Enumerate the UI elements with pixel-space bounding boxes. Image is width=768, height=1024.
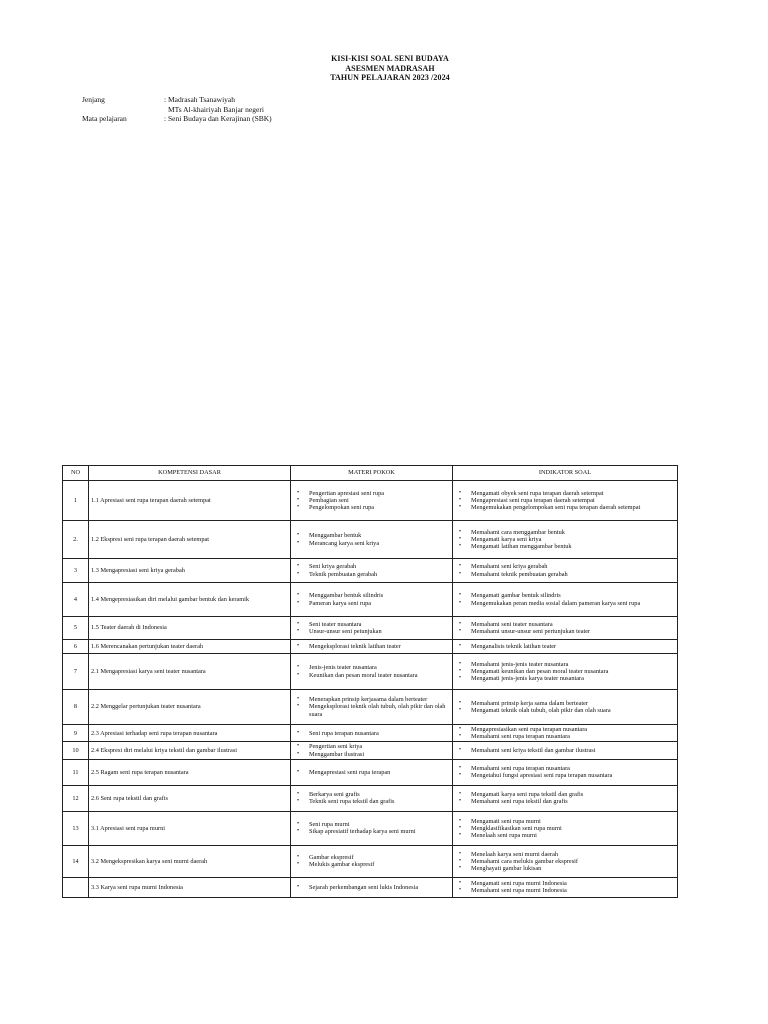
kompetensi-dasar-cell: 1.3 Mengapresiasi seni kriya gerabah xyxy=(89,559,291,583)
list-item: • Mengetahui fungsi apresiasi seni rupa terapan nusantara xyxy=(455,772,675,779)
row-number: 10 xyxy=(63,742,89,759)
row-number: 11 xyxy=(63,759,89,785)
materi-pokok-cell xyxy=(291,877,453,897)
indikator-soal-cell xyxy=(453,811,678,845)
list-item: • Seni rupa murni xyxy=(293,821,450,828)
list-item: • Sejarah perkembangan seni lukis Indonesia xyxy=(293,884,450,891)
list-item: • Mengamati jenis-jenis karya teater nusantara xyxy=(455,675,675,682)
list-item: • Memahami cara melukis gambar ekspresif xyxy=(455,858,675,865)
kompetensi-dasar-cell: 2.2 Menggelar pertunjukan teater nusantara xyxy=(89,690,291,725)
table-row xyxy=(63,785,678,811)
title-line-1: KISI-KISI SOAL SENI BUDAYA xyxy=(331,54,449,63)
kompetensi-dasar-cell: 1.5 Teater daerah di Indonesia xyxy=(89,617,291,640)
list-item: • Melukis gambar ekspresif xyxy=(293,861,450,868)
indikator-list xyxy=(455,818,675,840)
list-item: • Jenis-jenis teater nusantara xyxy=(293,664,450,671)
kompetensi-dasar-cell: 1.4 Mengepresiasikan diri melalui gambar bentuk dan keramik xyxy=(89,583,291,617)
materi-list xyxy=(293,592,450,606)
list-item: • Sikap apresiatif terhadap karya seni murni xyxy=(293,828,450,835)
list-item: • Menelaah seni rupa murni xyxy=(455,832,675,839)
list-item: • Memahami seni teater nusantara xyxy=(455,621,675,628)
list-item: • Mengamati karya seni rupa tekstil dan grafis xyxy=(455,791,675,798)
row-number: 13 xyxy=(63,811,89,845)
materi-list xyxy=(293,563,450,577)
indikator-list xyxy=(455,726,675,740)
kompetensi-dasar-cell: 3.3 Karya seni rupa murni Indonesia xyxy=(89,877,291,897)
list-item: • Pembagian seni xyxy=(293,497,450,504)
list-item: • Mengamati seni rupa murni xyxy=(455,818,675,825)
indikator-soal-cell xyxy=(453,759,678,785)
list-item: • Mengeksplorasi teknik olah tubuh, olah pikir dan olah suara xyxy=(293,703,450,717)
list-item: • Memahami seni rupa tekstil dan grafis xyxy=(455,798,675,805)
list-item: • Pengertian seni kriya xyxy=(293,743,450,750)
list-item: • Berkarya seni grafis xyxy=(293,791,450,798)
kompetensi-dasar-cell: 2.3 Apresiasi terhadap seni rupa terapan nusantara xyxy=(89,725,291,742)
materi-pokok-cell xyxy=(291,521,453,559)
indikator-list xyxy=(455,851,675,873)
table-row xyxy=(63,617,678,640)
indikator-soal-cell xyxy=(453,742,678,759)
list-item: • Mengklasifikasikan seni rupa murni xyxy=(455,825,675,832)
meta-mapel xyxy=(82,114,272,124)
list-item: • Memahami cara menggambar bentuk xyxy=(455,529,675,536)
jenjang-label: Jenjang xyxy=(82,95,105,104)
materi-pokok-cell xyxy=(291,583,453,617)
table-body xyxy=(63,481,678,898)
list-item: • Mengamati karya seni kriya xyxy=(455,536,675,543)
mapel-label: Mata pelajaran xyxy=(82,114,127,123)
list-item: • Memahami seni kriya tekstil dan gambar ilustrasi xyxy=(455,747,675,754)
indikator-soal-cell xyxy=(453,640,678,654)
table-row xyxy=(63,811,678,845)
list-item: • Seni kriya gerabah xyxy=(293,563,450,570)
list-item: • Mengamati seni rupa murni Indonesia xyxy=(455,880,675,887)
indikator-list xyxy=(455,700,675,714)
materi-pokok-cell xyxy=(291,640,453,654)
list-item: • Unsur-unsur seni petunjukan xyxy=(293,628,450,635)
materi-list xyxy=(293,884,450,891)
table-row xyxy=(63,690,678,725)
row-number: 3 xyxy=(63,559,89,583)
list-item: • Menelaah karya seni murni daerah xyxy=(455,851,675,858)
materi-list xyxy=(293,769,450,776)
indikator-list xyxy=(455,529,675,551)
materi-pokok-cell xyxy=(291,742,453,759)
kompetensi-dasar-cell: 3.1 Apresiasi seni rupa murni xyxy=(89,811,291,845)
materi-pokok-cell xyxy=(291,785,453,811)
list-item: • Teknik pembuatan gerabah xyxy=(293,571,450,578)
list-item: • Keunikan dan pesan moral teater nusantara xyxy=(293,672,450,679)
kompetensi-dasar-cell: 1.6 Merencanakan pertunjukan teater daerah xyxy=(89,640,291,654)
document-title xyxy=(0,54,768,83)
indikator-soal-cell xyxy=(453,521,678,559)
list-item: • Seni rupa terapan nusantara xyxy=(293,730,450,737)
school-value: MTs Al-khairiyah Banjar negeri xyxy=(168,104,264,114)
table-row xyxy=(63,654,678,690)
jenjang-value: : Madrasah Tsanawiyah xyxy=(164,95,235,104)
table-row xyxy=(63,559,678,583)
materi-pokok-cell xyxy=(291,654,453,690)
table-row xyxy=(63,845,678,877)
list-item: • Memahami seni rupa murni Indonesia xyxy=(455,887,675,894)
materi-pokok-cell xyxy=(291,811,453,845)
list-item: • Memahami prinsip kerja sama dalam berteater xyxy=(455,700,675,707)
table-row xyxy=(63,742,678,759)
kompetensi-dasar-cell: 2.5 Ragam seni rupa terapan nusantara xyxy=(89,759,291,785)
row-number: 7 xyxy=(63,654,89,690)
list-item: • Pengelompokan seni rupa xyxy=(293,504,450,511)
indikator-soal-cell xyxy=(453,877,678,897)
list-item: • Seni teater nusantara xyxy=(293,621,450,628)
materi-list xyxy=(293,621,450,635)
materi-list xyxy=(293,791,450,805)
indikator-list xyxy=(455,880,675,894)
indikator-list xyxy=(455,661,675,683)
materi-pokok-cell xyxy=(291,845,453,877)
page-bottom-margin xyxy=(0,932,768,1024)
indikator-soal-cell xyxy=(453,617,678,640)
indikator-soal-cell xyxy=(453,690,678,725)
list-item: • Mengamati teknik olah tubuh, olah pikir dan olah suara xyxy=(455,707,675,714)
row-number: 1 xyxy=(63,481,89,521)
list-item: • Memahami teknik pembuatan gerabah xyxy=(455,571,675,578)
kompetensi-dasar-cell: 1.1 Apresiasi seni rupa terapan daerah setempat xyxy=(89,481,291,521)
list-item: • Menggambar bentuk silindris xyxy=(293,592,450,599)
materi-list xyxy=(293,532,450,546)
list-item: • Mengeksplorasi teknik latihan teater xyxy=(293,643,450,650)
indikator-list xyxy=(455,643,675,650)
list-item: • Mengapresiasikan seni rupa terapan nusantara xyxy=(455,726,675,733)
list-item: • Memahami unsur-unsur seni pertunjukan teater xyxy=(455,628,675,635)
list-item: • Mengamati latihan menggambar bentuk xyxy=(455,543,675,550)
list-item: • Mengemukakan peran media sosial dalam pameran karya seni rupa xyxy=(455,600,675,607)
mapel-value: : Seni Budaya dan Kerajinan (SBK) xyxy=(164,114,272,123)
materi-pokok-cell xyxy=(291,690,453,725)
materi-pokok-cell xyxy=(291,725,453,742)
list-item: • Teknik seni rupa tekstil dan grafis xyxy=(293,798,450,805)
kompetensi-dasar-cell: 2.4 Ekspresi diri melalui kriya tekstil dan gambar ilustrasi xyxy=(89,742,291,759)
list-item: • Mengamati keunikan dan pesan moral teater nusantara xyxy=(455,668,675,675)
table-row xyxy=(63,640,678,654)
materi-pokok-cell xyxy=(291,759,453,785)
row-number: 9 xyxy=(63,725,89,742)
row-number: 2. xyxy=(63,521,89,559)
materi-pokok-cell xyxy=(291,481,453,521)
kompetensi-dasar-cell: 2.6 Seni rupa tekstil dan grafis xyxy=(89,785,291,811)
list-item: • Mengamati obyek seni rupa terapan daerah setempat xyxy=(455,490,675,497)
document-meta xyxy=(82,95,272,124)
table-row xyxy=(63,481,678,521)
header-kompetensi-dasar: KOMPETENSI DASAR xyxy=(89,466,291,481)
list-item: • Memahami seni kriya gerabah xyxy=(455,563,675,570)
materi-list xyxy=(293,490,450,512)
indikator-list xyxy=(455,747,675,754)
table-row xyxy=(63,759,678,785)
list-item: • Menghayati gambar lukisan xyxy=(455,865,675,872)
header-indikator-soal: INDIKATOR SOAL xyxy=(453,466,678,481)
materi-list xyxy=(293,730,450,737)
materi-list xyxy=(293,743,450,757)
indikator-list xyxy=(455,592,675,606)
kompetensi-dasar-cell: 1.2 Ekspresi seni rupa terapan daerah setempat xyxy=(89,521,291,559)
list-item: • Menggambar bentuk xyxy=(293,532,450,539)
indikator-list xyxy=(455,791,675,805)
row-number: 12 xyxy=(63,785,89,811)
table-row xyxy=(63,725,678,742)
table-row xyxy=(63,583,678,617)
list-item: • Menggambar ilustrasi xyxy=(293,751,450,758)
list-item: • Merancang karya seni kriya xyxy=(293,540,450,547)
materi-list xyxy=(293,854,450,868)
row-number: 8 xyxy=(63,690,89,725)
list-item: • Mengemukakan pengelompokan seni rupa terapan daerah setempat xyxy=(455,504,675,511)
indikator-soal-cell xyxy=(453,845,678,877)
list-item: • Menerapkan prinsip kerjasama dalam berteater xyxy=(293,696,450,703)
indikator-soal-cell xyxy=(453,481,678,521)
materi-list xyxy=(293,643,450,650)
row-number: 14 xyxy=(63,845,89,877)
list-item: • Mengapresiasi seni rupa terapan daerah setempat xyxy=(455,497,675,504)
indikator-list xyxy=(455,765,675,779)
indikator-soal-cell xyxy=(453,583,678,617)
materi-list xyxy=(293,664,450,678)
list-item: • Gambar ekspresif xyxy=(293,854,450,861)
table-row xyxy=(63,877,678,897)
row-number xyxy=(63,877,89,897)
kompetensi-dasar-cell: 2.1 Mengapresiasi karya seni teater nusantara xyxy=(89,654,291,690)
list-item: • Pengertian apresiasi seni rupa xyxy=(293,490,450,497)
meta-jenjang xyxy=(82,95,272,105)
indikator-soal-cell xyxy=(453,559,678,583)
kompetensi-dasar-cell: 3.2 Mengekspresikan karya seni murni daerah xyxy=(89,845,291,877)
indikator-list xyxy=(455,563,675,577)
list-item: • Menganalisis teknik latihan teater xyxy=(455,643,675,650)
materi-list xyxy=(293,696,450,718)
title-line-2: ASESMEN MADRASAH xyxy=(345,63,435,73)
header-no: NO xyxy=(63,466,89,481)
kisi-kisi-table xyxy=(62,465,678,898)
title-line-3: TAHUN PELAJARAN 2023 /2024 xyxy=(330,73,450,82)
materi-list xyxy=(293,821,450,835)
table-row xyxy=(63,521,678,559)
indikator-soal-cell xyxy=(453,785,678,811)
header-materi-pokok: MATERI POKOK xyxy=(291,466,453,481)
list-item: • Mengapresiasi seni rupa terapan xyxy=(293,769,450,776)
materi-pokok-cell xyxy=(291,559,453,583)
list-item: • Mengamati gambar bentuk silindris xyxy=(455,592,675,599)
list-item: • Pameran karya seni rupa xyxy=(293,600,450,607)
row-number: 4 xyxy=(63,583,89,617)
meta-school xyxy=(82,105,272,115)
row-number: 5 xyxy=(63,617,89,640)
list-item: • Memahami seni rupa terapan nusantara xyxy=(455,733,675,740)
indikator-soal-cell xyxy=(453,725,678,742)
list-item: • Memahami jenis-jenis teater nusantara xyxy=(455,661,675,668)
table-header-row xyxy=(63,466,678,481)
row-number: 6 xyxy=(63,640,89,654)
list-item: • Memahami seni rupa terapan nusantara xyxy=(455,765,675,772)
indikator-list xyxy=(455,490,675,512)
indikator-list xyxy=(455,621,675,635)
materi-pokok-cell xyxy=(291,617,453,640)
indikator-soal-cell xyxy=(453,654,678,690)
